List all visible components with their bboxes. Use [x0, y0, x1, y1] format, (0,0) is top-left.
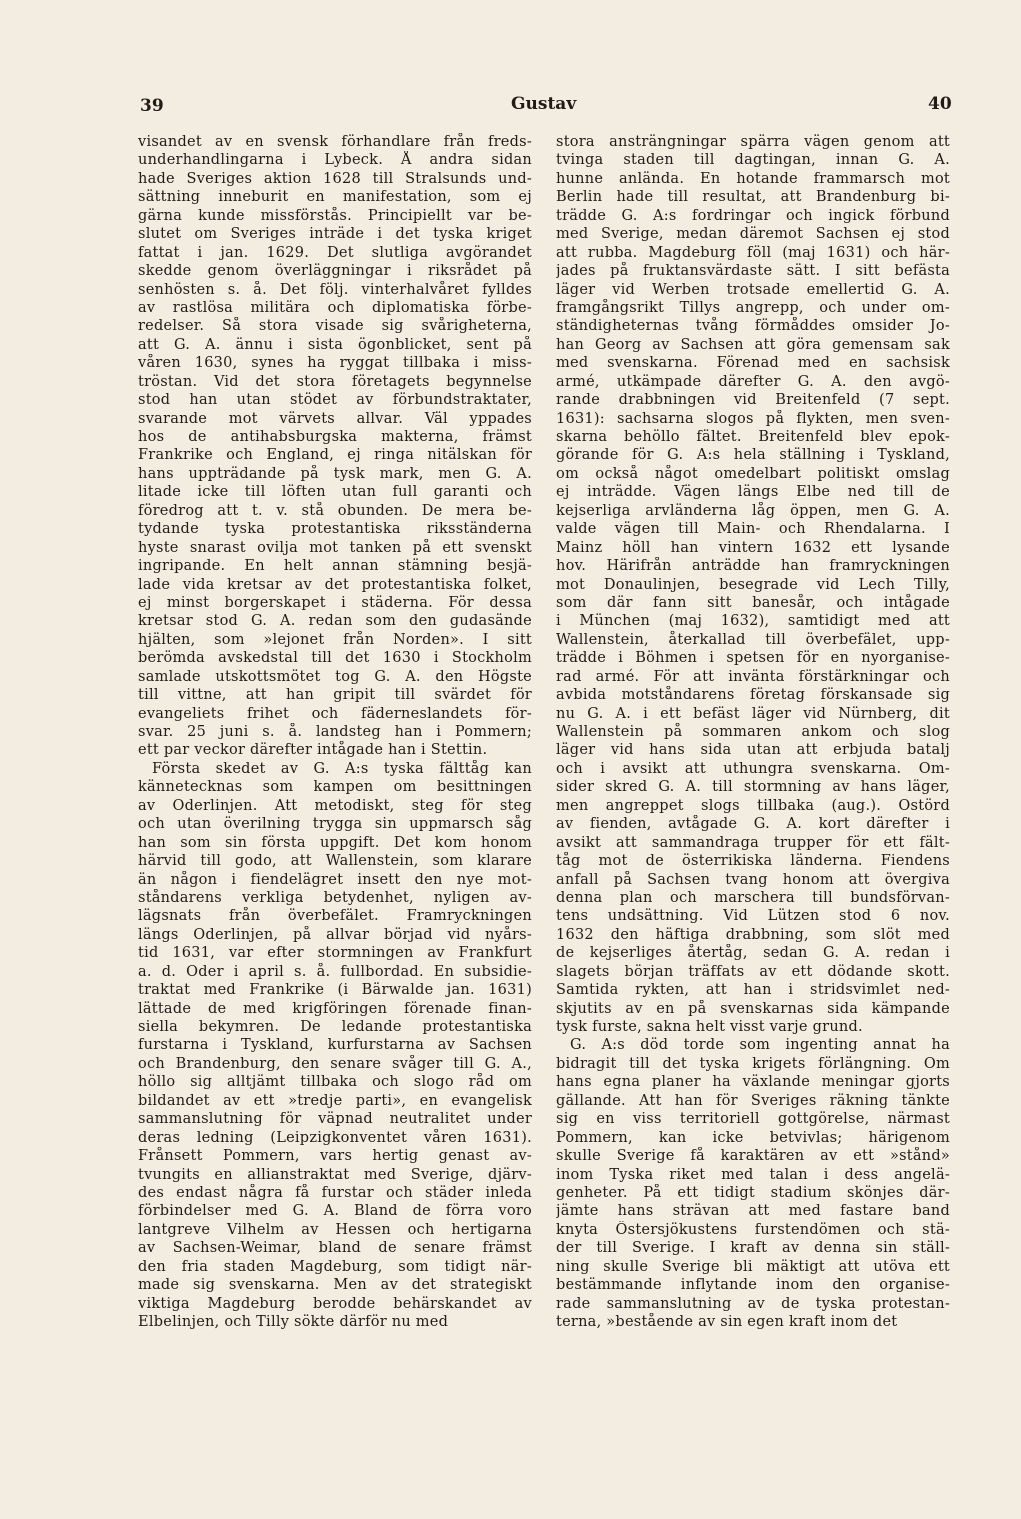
text-line: samlade utskottsmötet tog G. A. den Högste — [138, 668, 532, 685]
text-line: senhösten s. å. Det följ. vinterhalvåret fylldes — [138, 281, 532, 298]
text-line: gärna kunde missförstås. Principiellt var be- — [138, 207, 532, 224]
text-line: tydande tyska protestantiska riksständerna — [138, 521, 532, 538]
text-line: skarna behöllo fältet. Breitenfeld blev epok- — [556, 429, 950, 445]
text-line: armé, utkämpade därefter G. A. den avgö- — [556, 373, 950, 390]
text-line: om också något omedelbart politiskt omslag — [556, 465, 950, 482]
text-line: rande drabbningen vid Breitenfeld (7 sept. — [556, 392, 950, 409]
text-line: Samtida rykten, att han i stridsvimlet ned- — [556, 982, 950, 999]
text-line: Första skedet av G. A:s tyska fälttåg kan — [152, 760, 532, 777]
text-line: lättade de med krigföringen förenade finan- — [138, 1000, 532, 1017]
text-line: inom Tyska riket med talan i dess angelä- — [556, 1166, 950, 1183]
text-line: av rastlösa militära och diplomatiska förbe- — [138, 299, 532, 316]
text-line: tens undsättning. Vid Lützen stod 6 nov. — [556, 908, 950, 925]
text-line: våren 1630, synes ha ryggat tillbaka i miss- — [138, 355, 532, 372]
text-line: G. A:s död torde som ingenting annat ha — [570, 1037, 950, 1054]
text-line: hov. Härifrån anträdde han framryckningen — [556, 558, 950, 575]
text-line: sättning inneburit en manifestation, som ej — [138, 189, 532, 206]
text-line: 1631): sachsarna slogos på flykten, men sven- — [556, 410, 950, 427]
text-line: svar. 25 juni s. å. landsteg han i Pommern; — [138, 724, 532, 740]
text-line: görande för G. A:s hela ställning i Tyskland, — [556, 447, 950, 464]
text-line: höllo sig alltjämt tillbaka och slogo råd om — [138, 1074, 532, 1091]
text-line: Elbelinjen, och Tilly sökte därför nu med — [138, 1314, 449, 1330]
text-line: kejserliga arvländerna låg öppen, men G. A. — [556, 502, 950, 519]
text-line: sig en viss territoriell gottgörelse, närmast — [556, 1111, 950, 1128]
text-line: 1632 den häftiga drabbning, som slöt med — [556, 926, 950, 943]
text-line: tåg mot de österrikiska länderna. Fiendens — [556, 853, 950, 870]
text-line: jämte hans strävan att med fastare band — [556, 1203, 950, 1220]
text-line: Pommern, kan icke betvivlas; härigenom — [556, 1129, 950, 1146]
text-line: traktat med Frankrike (i Bärwalde jan. 1631) — [138, 982, 532, 999]
text-line: skedde genom överläggningar i riksrådet på — [138, 263, 532, 280]
text-line: stod han utan stödet av förbundstraktater, — [138, 392, 532, 409]
text-line: Berlin hade till resultat, att Brandenburg bi- — [556, 189, 950, 206]
text-line: viktiga Magdeburg berodde behärskandet av — [138, 1295, 532, 1312]
text-line: redelser. Så stora visade sig svårigheterna, — [138, 318, 532, 335]
text-line: lade vida kretsar av det protestantiska folket, — [138, 576, 532, 593]
text-line: genheter. På ett tidigt stadium skönjes där- — [556, 1184, 950, 1201]
text-line: föredrog att t. v. stå obunden. De mera be- — [138, 502, 532, 519]
text-line: svarande mot värvets allvar. Väl yppades — [138, 410, 532, 427]
text-line: hyste snarast ovilja mot tanken på ett svenskt — [138, 539, 532, 556]
text-line: terna, »bestående av sin egen kraft inom det — [556, 1314, 898, 1330]
text-line: än någon i fiendelägret insett den nye mot- — [138, 871, 532, 888]
text-line: men angreppet slogs tillbaka (aug.). Ostörd — [556, 797, 950, 814]
text-line: ej inträdde. Vägen längs Elbe ned till de — [556, 484, 950, 501]
text-line: skjutits av en på svenskarnas sida kämpande — [556, 1000, 950, 1017]
text-line: mot Donaulinjen, besegrade vid Lech Tilly, — [556, 576, 950, 593]
text-line: ingripande. En helt annan stämning besjä- — [138, 558, 532, 575]
text-line: slagets början träffats av ett dödande skott. — [556, 963, 950, 980]
text-line: made sig svenskarna. Men av det strategiskt — [138, 1277, 532, 1294]
text-line: ständigheternas tvång förmåddes omsider Jo- — [556, 318, 950, 335]
text-line: Mainz höll han vintern 1632 ett lysande — [556, 539, 950, 556]
text-line: visandet av en svensk förhandlare från freds- — [138, 134, 532, 150]
text-line: de kejserliges återtåg, sedan G. A. redan i — [556, 945, 950, 962]
text-line: hunne anlända. En hotande frammarsch mot — [556, 170, 950, 187]
text-line: tvungits en allianstraktat med Sverige, djärv- — [138, 1166, 532, 1183]
text-line: den fria staden Magdeburg, som tidigt när- — [138, 1258, 532, 1275]
text-line: läger vid hans sida utan att erbjuda batalj — [556, 742, 950, 759]
text-line: rad armé. För att invänta förstärkningar och — [556, 668, 950, 685]
text-line: hans egna planer ha växlande meningar gjorts — [556, 1074, 950, 1091]
text-line: längs Oderlinjen, på allvar börjad vid nyårs- — [138, 926, 532, 943]
right-column — [556, 133, 950, 1331]
text-line: av fienden, avtågade G. A. kort därefter i — [556, 816, 950, 833]
text-line: rade sammanslutning av de tyska protestan- — [556, 1295, 950, 1312]
text-line: ej minst borgerskapet i städerna. För dessa — [138, 594, 532, 611]
text-line: och i avsikt att uthungra svenskarna. Om- — [556, 760, 950, 777]
text-line: Wallenstein, återkallad till överbefälet, upp- — [556, 631, 950, 648]
text-line: Wallenstein på sommaren ankom och slog — [556, 724, 950, 740]
text-line: evangeliets frihet och fäderneslandets för- — [138, 705, 532, 722]
text-line: till vittne, att han gripit till svärdet för — [138, 687, 532, 704]
text-line: härvid till godo, att Wallenstein, som klarare — [138, 853, 532, 870]
text-line: der till Sverige. I kraft av denna sin ställ- — [556, 1240, 950, 1257]
text-line: med Sverige, medan däremot Sachsen ej stod — [556, 226, 950, 243]
page-number-right: 40 — [928, 94, 952, 114]
text-line: nu G. A. i ett befäst läger vid Nürnberg, dit — [556, 705, 950, 722]
text-line: som där fann sitt banesår, och intågade — [556, 594, 950, 611]
text-line: avsikt att sammandraga trupper för ett fält- — [556, 834, 950, 851]
text-line: och utan överilning trygga sin uppmarsch såg — [138, 816, 532, 833]
left-column — [138, 133, 532, 1331]
text-line: bestämmande inflytande inom den organise- — [556, 1277, 950, 1294]
text-line: trädde G. A:s fordringar och ingick förbund — [556, 207, 950, 224]
page-number-left: 39 — [140, 96, 164, 116]
running-head: Gustav — [511, 94, 577, 114]
text-line: Frankrike och England, ej ringa nitälskan för — [138, 447, 532, 464]
text-line: skulle Sverige få karaktären av ett »stånd» — [556, 1148, 950, 1165]
text-line: stora ansträngningar spärra vägen genom att — [556, 134, 950, 150]
text-line: att rubba. Magdeburg föll (maj 1631) och här- — [556, 244, 950, 261]
text-line: fattat i jan. 1629. Det slutliga avgörandet — [138, 244, 532, 261]
text-line: denna plan och marschera till bundsförvan- — [556, 889, 950, 906]
text-line: hos de antihabsburgska makterna, främst — [138, 429, 532, 445]
text-line: hans uppträdande på tysk mark, men G. A. — [138, 465, 532, 482]
text-line: kretsar stod G. A. redan som den gudasände — [138, 613, 532, 630]
text-line: a. d. Oder i april s. å. fullbordad. En subsidie- — [138, 963, 532, 980]
text-line: gällande. Att han för Sveriges räkning tänkte — [556, 1092, 950, 1109]
text-line: jades på fruktansvärdaste sätt. I sitt befästa — [556, 263, 950, 280]
text-line: bidragit till det tyska krigets förlängning. Om — [556, 1055, 950, 1072]
text-line: tid 1631, var efter stormningen av Frankfurt — [138, 945, 532, 962]
text-line: lägsnats från överbefälet. Framryckningen — [138, 908, 532, 925]
text-line: anfall på Sachsen tvang honom att övergiva — [556, 871, 950, 888]
text-line: tröstan. Vid det stora företagets begynnelse — [138, 373, 532, 390]
text-line: underhandlingarna i Lybeck. Å andra sidan — [138, 152, 532, 169]
text-line: tvinga staden till dagtingan, innan G. A. — [556, 152, 950, 169]
text-line: hade Sveriges aktion 1628 till Stralsunds und- — [138, 170, 532, 187]
text-line: framgångsrikt Tillys angrepp, och under om- — [556, 299, 950, 316]
text-line: furstarna i Tyskland, kurfurstarna av Sachsen — [138, 1037, 532, 1054]
text-line: av Oderlinjen. Att metodiskt, steg för steg — [138, 797, 532, 814]
text-line: och Brandenburg, den senare svåger till G. A., — [138, 1055, 532, 1072]
text-line: tysk furste, sakna helt visst varje grund. — [556, 1019, 863, 1035]
text-line: läger vid Werben trotsade emellertid G. A. — [556, 281, 950, 298]
text-line: han Georg av Sachsen att göra gemensam sak — [556, 336, 950, 353]
text-line: litade icke till löften utan full garanti och — [138, 484, 532, 501]
text-line: slutet om Sveriges inträde i det tyska kriget — [138, 226, 532, 243]
text-line: berömda avskedstal till det 1630 i Stockholm — [138, 650, 532, 667]
text-line: avbida motståndarens företag förskansade sig — [556, 687, 950, 704]
text-line: siella bekymren. De ledande protestantiska — [138, 1019, 532, 1035]
text-line: valde vägen till Main- och Rhendalarna. I — [556, 521, 950, 538]
text-line: bildandet av ett »tredje parti», en evangelisk — [138, 1092, 532, 1109]
text-line: knyta Östersjökustens furstendömen och stä- — [556, 1221, 950, 1238]
text-line: lantgreve Vilhelm av Hessen och hertigarna — [138, 1221, 532, 1238]
text-line: att G. A. ännu i sista ögonblicket, sent på — [138, 336, 532, 353]
text-line: sammanslutning för väpnad neutralitet under — [138, 1111, 532, 1128]
text-line: av Sachsen-Weimar, bland de senare främst — [138, 1240, 532, 1257]
text-line: deras ledning (Leipzigkonventet våren 1631). — [138, 1129, 532, 1146]
text-line: kännetecknas som kampen om besittningen — [138, 779, 532, 796]
text-line: ståndarens verkliga betydenhet, nyligen av- — [138, 889, 532, 906]
text-line: trädde i Böhmen i spetsen för en nyorganise- — [556, 650, 950, 667]
text-line: hjälten, som »lejonet från Norden». I sitt — [138, 631, 532, 648]
text-line: sider skred G. A. till stormning av hans läger, — [556, 779, 950, 796]
text-line: Frånsett Pommern, vars hertig genast av- — [138, 1148, 532, 1165]
text-line: ett par veckor därefter intågade han i Stettin. — [138, 742, 488, 759]
text-line: han som sin första uppgift. Det kom honom — [138, 834, 532, 851]
text-line: förbindelser med G. A. Bland de förra voro — [138, 1203, 532, 1220]
text-line: med svenskarna. Förenad med en sachsisk — [556, 355, 950, 372]
text-line: i München (maj 1632), samtidigt med att — [556, 613, 950, 630]
text-line: des endast några få furstar och städer inleda — [138, 1184, 532, 1201]
text-line: ning skulle Sverige bli mäktigt att utöva ett — [556, 1258, 950, 1275]
